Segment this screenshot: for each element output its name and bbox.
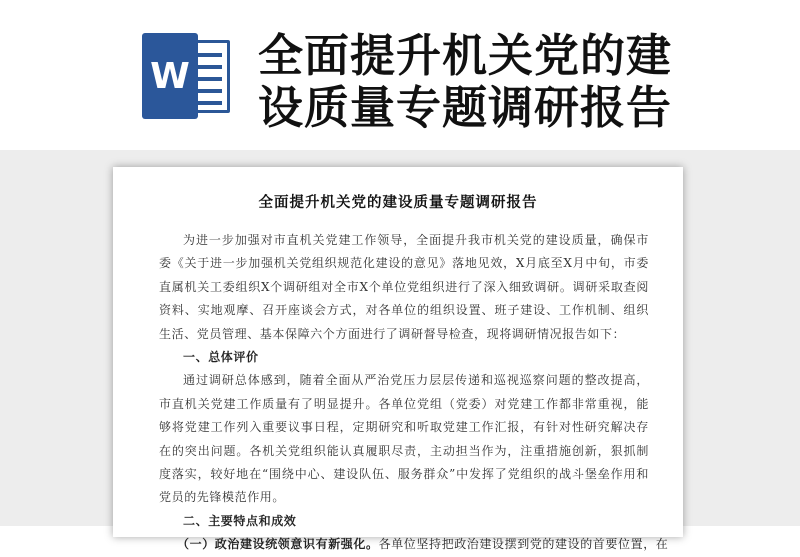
banner-title-line-2: 设质量专题调研报告 xyxy=(258,81,673,134)
document-body xyxy=(159,229,669,557)
subsection-text: 各单位坚持把政治建设摆到党的建设的首要位置，在 xyxy=(378,537,669,552)
subsection-political-building xyxy=(159,533,669,556)
word-document-icon xyxy=(142,33,234,119)
intro-paragraph: 为进一步加强对市直机关党建工作领导，全面提升我市机关党的建设质量，确保市委《关于进一步加强机关党组织规范化建设的意见》落地见效，X月底至X月中旬，市委直属机关工委组织X个调研组对全市X个单位党组织进行了深入细致调研。调研采取查阅资料、实地观摩、召开座谈会方式，对各单位的组织设置、班子建设、工作机制、组织生活、党员管理、基本保障六个方面进行了调研督导检查，现将调研情况报告如下： xyxy=(159,233,649,341)
document-page xyxy=(113,167,683,552)
section-heading-features: 二、主要特点和成效 xyxy=(183,513,297,528)
banner xyxy=(0,0,800,150)
banner-title xyxy=(258,30,678,134)
overall-evaluation-paragraph: 通过调研总体感到，随着全面从严治党压力层层传递和巡视巡察问题的整改提高，市直机关党建工作质量有了明显提升。各单位党组（党委）对党建工作都非常重视，能够将党建工作列入重要议事日程，定期研究和听取党建工作汇报，有针对性研究解决存在的突出问题。各机关党组织能认真履职尽责，主动担当作为，注重措施创新，狠抓制度落实，较好地在“围绕中心、建设队伍、服务群众”中发挥了党组织的战斗堡垒作用和党员的先锋模范作用。 xyxy=(159,373,649,505)
word-logo-badge: W xyxy=(142,33,198,119)
subsection-heading: （一）政治建设统领意识有新强化。 xyxy=(177,537,379,552)
banner-title-line-1: 全面提升机关党的建 xyxy=(258,29,673,82)
document-title: 全面提升机关党的建设质量专题调研报告 xyxy=(258,194,538,211)
section-heading-overall-evaluation: 一、总体评价 xyxy=(183,350,259,365)
